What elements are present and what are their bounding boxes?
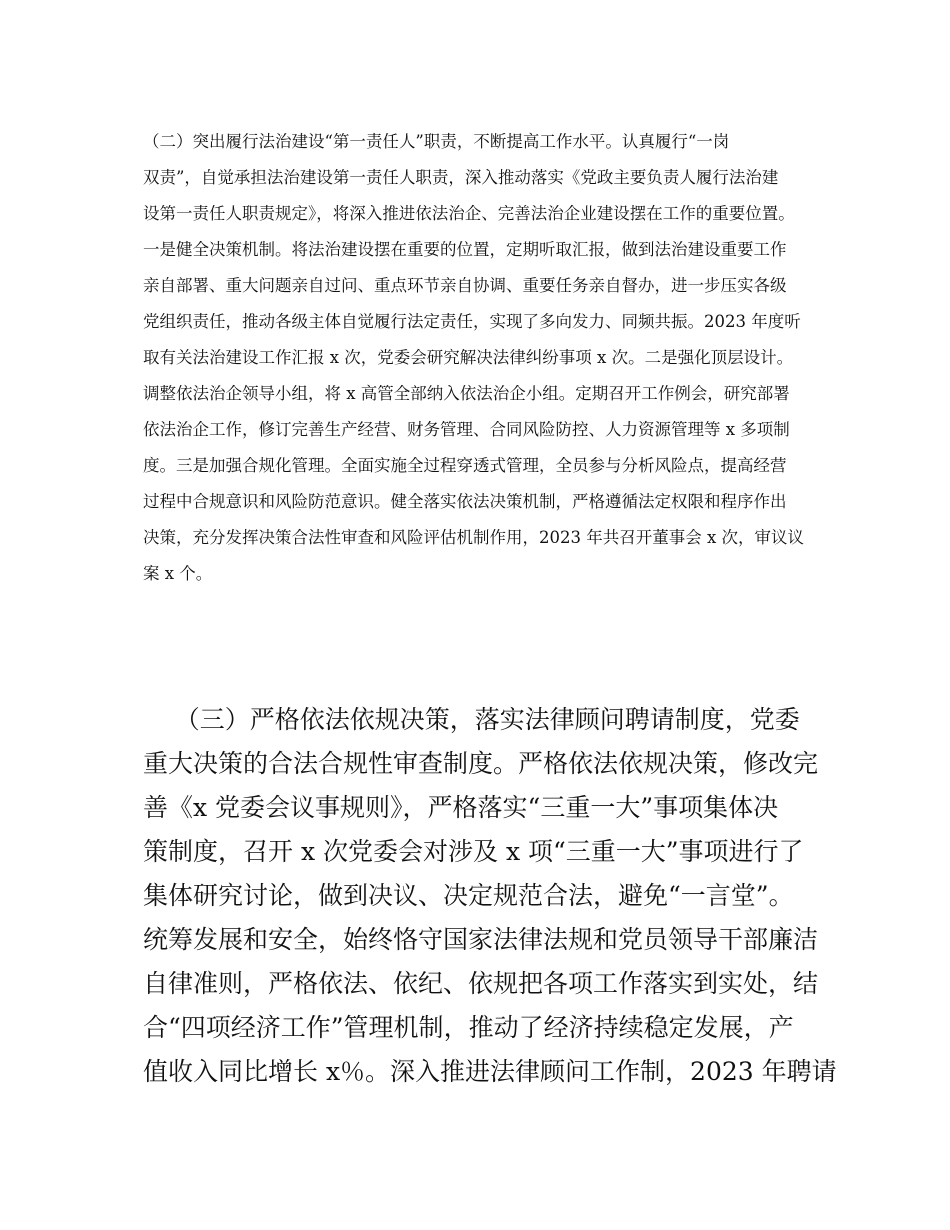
text-line: 过程中合规意识和风险防范意识。健全落实依法决策机制，严格遵循法定权限和程序作出 — [143, 492, 787, 511]
text-line: 值收入同比增长 x％。深入推进法律顾问工作制，2023 年聘请 — [143, 1057, 837, 1086]
text-line: 合“四项经济工作”管理机制，推动了经济持续稳定发展，产 — [143, 1013, 794, 1042]
text-line: 依法治企工作，修订完善生产经营、财务管理、合同风险防控、人力资源管理等 x 多项制 — [143, 420, 790, 439]
text-line: 自律准则，严格依法、依纪、依规把各项工作落实到实处，结 — [143, 969, 819, 998]
text-line: 案 x 个。 — [143, 564, 213, 583]
text-line: 一是健全决策机制。将法治建设摆在重要的位置，定期听取汇报，做到法治建设重要工作 — [143, 240, 787, 259]
text-line: 集体研究讨论，做到决议、决定规范合法，避免“一言堂”。 — [143, 881, 794, 910]
text-line: （三）严格依法依规决策，落实法律顾问聘请制度，党委 — [143, 705, 800, 734]
text-line: 取有关法治建设工作汇报 x 次，党委会研究解决法律纠纷事项 x 次。二是强化顶层设计。 — [143, 348, 794, 367]
text-line: （二）突出履行法治建设“第一责任人”职责，不断提高工作水平。认真履行“一岗 — [143, 132, 730, 151]
text-line: 调整依法治企领导小组，将 x 高管全部纳入依法治企小组。定期召开工作例会，研究部署 — [143, 384, 790, 403]
text-line: 统筹发展和安全，始终恪守国家法律法规和党员领导干部廉洁 — [143, 925, 819, 954]
text-line: 亲自部署、重大问题亲自过问、重点环节亲自协调、重要任务亲自督办，进一步压实各级 — [143, 276, 787, 295]
text-line: 双责”，自觉承担法治建设第一责任人职责，深入推动落实《党政主要负责人履行法治建 — [143, 168, 779, 187]
text-line: 决策，充分发挥决策合法性审查和风险评估机制作用，2023 年共召开董事会 x 次，审议议 — [143, 528, 805, 547]
text-line: 党组织责任，推动各级主体自觉履行法定责任，实现了多向发力、同频共振。2023 年度听 — [143, 312, 801, 331]
text-line: 策制度，召开 x 次党委会对涉及 x 项“三重一大”事项进行了 — [143, 837, 804, 866]
text-line: 重大决策的合法合规性审查制度。严格依法依规决策，修改完 — [143, 749, 819, 778]
text-line: 设第一责任人职责规定》，将深入推进依法治企、完善法治企业建设摆在工作的重要位置。 — [143, 204, 795, 223]
text-line: 善《x 党委会议事规则》，严格落实“三重一大”事项集体决 — [143, 793, 779, 822]
text-line: 度。三是加强合规化管理。全面实施全过程穿透式管理，全员参与分析风险点，提高经营 — [143, 456, 787, 475]
